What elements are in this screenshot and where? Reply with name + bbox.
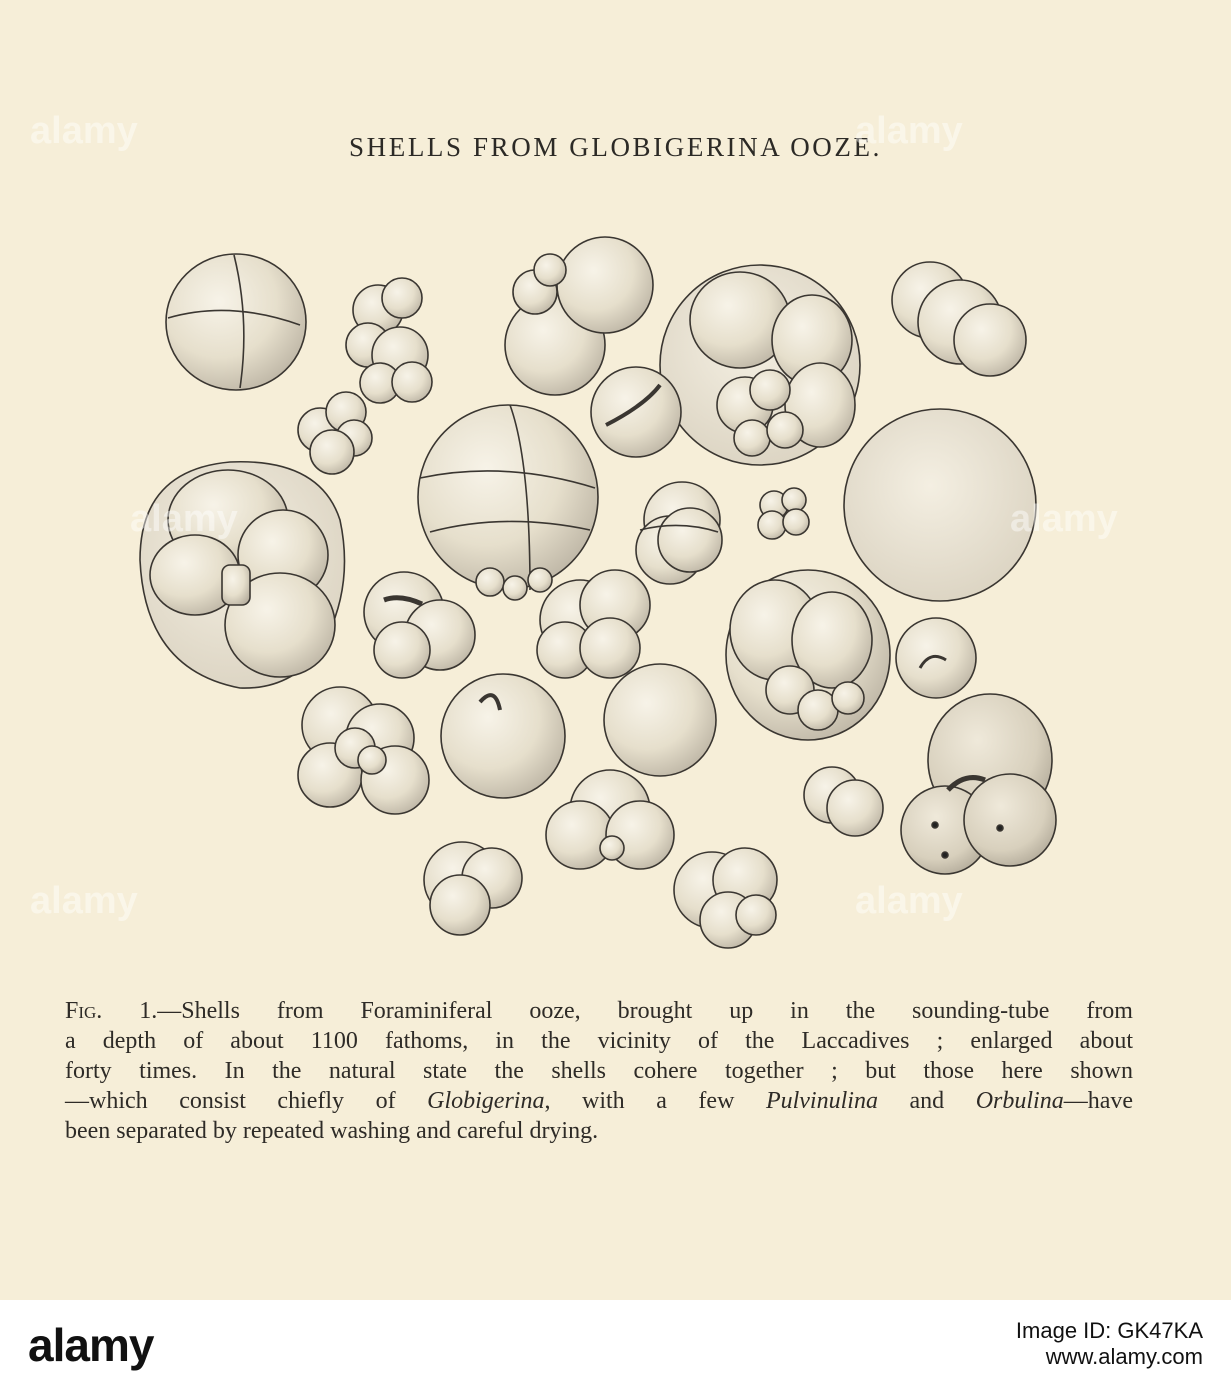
shell-globigerina-1 [166,254,306,390]
figure-caption [65,996,1133,1146]
plate-title: SHELLS FROM GLOBIGERINA OOZE. [349,132,882,162]
figure-label: Fig. 1. [65,998,158,1024]
shell-globigerina-9 [726,570,890,740]
shell-tiny-cluster [758,488,809,539]
shell-pulvinulina-2 [140,462,345,688]
shell-globigerina-3 [892,262,1026,376]
shell-small-cluster-2 [298,392,372,474]
watermark: alamy [30,880,138,922]
caption-line-1 [65,996,1133,1026]
caption-line-2: a depth of about 1100 fathoms, in the vicinity of the Laccadives ; enlarged about [65,1028,1133,1054]
shell-globigerina-14 [804,767,883,836]
caption-text-4a: —which consist chiefly of [65,1088,428,1114]
watermark: alamy [855,110,963,152]
shell-globigerina-12 [441,674,565,798]
shell-globigerina-4 [418,405,598,600]
watermark: alamy [130,498,238,540]
shell-globigerina-10 [896,618,976,698]
watermark: alamy [855,880,963,922]
alamy-logo: alamy [28,1319,154,1371]
caption-text-4c: , with a few [544,1088,766,1114]
stock-footer [0,1300,1231,1390]
genus-pulvinulina: Pulvinulina [765,1088,878,1114]
watermark: alamy [1010,498,1118,540]
shell-globigerina-15 [901,694,1056,874]
shell-globigerina-11 [298,687,429,814]
genus-orbulina: Orbulina [975,1088,1064,1114]
caption-text-4g: —have [1063,1088,1134,1114]
shell-globigerina-16 [424,842,522,935]
stock-url: www.alamy.com [1045,1344,1203,1369]
shell-globigerina-17 [674,848,777,948]
shell-pulvinulina-1 [660,265,860,465]
shell-orbulina-1 [844,409,1036,601]
shell-small-cluster-1 [346,278,432,403]
genus-globigerina: Globigerina [427,1088,545,1114]
shell-globigerina-8 [537,570,650,678]
caption-text-1: —Shells from Foraminiferal ooze, brought up in the sounding-tube from [157,998,1133,1024]
shell-globigerina-13 [546,770,674,869]
image-id-label: Image ID: GK47KA [1015,1318,1203,1343]
caption-text-4e: and [877,1088,976,1114]
shell-globigerina-7 [636,482,722,584]
caption-line-4 [65,1086,1133,1116]
shell-globigerina-6 [364,572,475,678]
caption-line-3: forty times. In the natural state the shells cohere together ; but those here shown [65,1058,1133,1084]
watermark: alamy [30,110,138,152]
caption-line-5: been separated by repeated washing and careful drying. [65,1118,599,1144]
image-id-block [1016,1318,1203,1370]
shell-orbulina-2 [604,664,716,776]
shell-globigerina-5 [591,367,681,457]
